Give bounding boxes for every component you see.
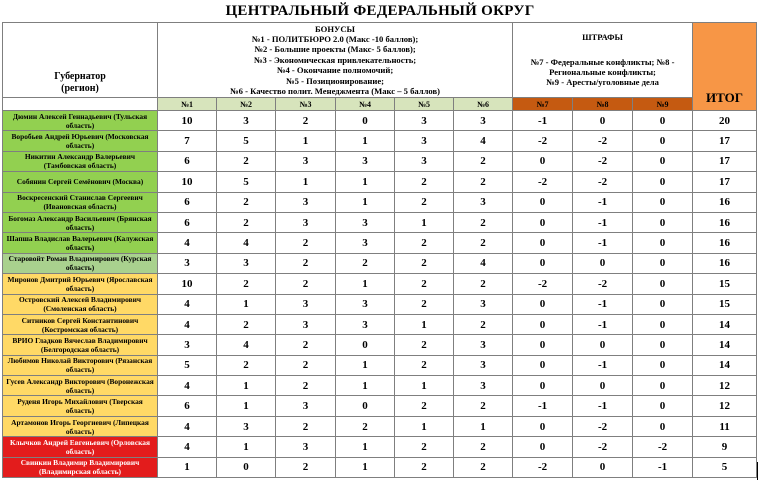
score-cell-6: 2: [454, 172, 513, 192]
score-cell-8: -1: [573, 314, 633, 334]
score-cell-2: 5: [217, 172, 276, 192]
score-cell-6: 1: [454, 416, 513, 436]
total-cell: 14: [693, 335, 757, 355]
score-cell-2: 2: [217, 192, 276, 212]
table-row: [3, 314, 757, 334]
governor-name-cell: Гусев Александр Викторович (Воронежская область): [3, 376, 158, 396]
score-cell-7: -2: [513, 131, 573, 151]
score-cell-2: 2: [217, 355, 276, 375]
score-cell-2: 2: [217, 151, 276, 171]
fine-line: Региональные конфликты;: [549, 67, 656, 77]
score-cell-4: 1: [336, 457, 395, 477]
score-cell-4: 2: [336, 416, 395, 436]
total-cell: 16: [693, 233, 757, 253]
score-cell-1: 4: [158, 233, 217, 253]
score-cell-7: -2: [513, 274, 573, 294]
total-cell: 17: [693, 172, 757, 192]
score-cell-8: -2: [573, 172, 633, 192]
score-cell-2: 1: [217, 437, 276, 457]
bonus-line: №1 - ПОЛИТБЮРО 2.0 (Макс -10 баллов);: [251, 33, 419, 44]
score-cell-9: 0: [633, 151, 693, 171]
score-cell-9: -2: [633, 437, 693, 457]
score-cell-1: 6: [158, 396, 217, 416]
table-row: [3, 396, 757, 416]
score-cell-3: 2: [276, 335, 336, 355]
score-cell-6: 2: [454, 151, 513, 171]
score-cell-8: -1: [573, 355, 633, 375]
governor-name-cell: Артамонов Игорь Георгиевич (Липецкая область): [3, 416, 158, 436]
score-cell-8: -2: [573, 416, 633, 436]
governor-name-cell: Любимов Николай Викторович (Рязанская область): [3, 355, 158, 375]
score-cell-5: 1: [395, 416, 454, 436]
score-cell-5: 2: [395, 396, 454, 416]
score-cell-2: 2: [217, 274, 276, 294]
score-cell-3: 3: [276, 314, 336, 334]
score-cell-9: 0: [633, 396, 693, 416]
score-cell-6: 2: [454, 233, 513, 253]
score-cell-8: -1: [573, 294, 633, 314]
score-cell-4: 3: [336, 314, 395, 334]
score-cell-2: 2: [217, 314, 276, 334]
score-cell-9: 0: [633, 355, 693, 375]
score-cell-4: 3: [336, 151, 395, 171]
score-cell-1: 1: [158, 457, 217, 477]
table-row: [3, 335, 757, 355]
total-cell: 12: [693, 396, 757, 416]
score-cell-5: 3: [395, 131, 454, 151]
score-cell-4: 1: [336, 274, 395, 294]
score-cell-8: -1: [573, 212, 633, 232]
col-header-1: №1: [158, 98, 217, 111]
score-cell-5: 2: [395, 172, 454, 192]
score-cell-1: 7: [158, 131, 217, 151]
total-cell: 15: [693, 274, 757, 294]
score-cell-7: 0: [513, 355, 573, 375]
score-cell-4: 2: [336, 253, 395, 273]
score-cell-3: 2: [276, 274, 336, 294]
score-cell-1: 4: [158, 314, 217, 334]
score-cell-9: 0: [633, 192, 693, 212]
score-cell-5: 1: [395, 376, 454, 396]
table-row: [3, 416, 757, 436]
score-cell-2: 1: [217, 294, 276, 314]
page-title: ЦЕНТРАЛЬНЫЙ ФЕДЕРАЛЬНЫЙ ОКРУГ: [225, 3, 535, 19]
score-cell-6: 2: [454, 437, 513, 457]
score-cell-2: 4: [217, 335, 276, 355]
score-cell-2: 1: [217, 396, 276, 416]
score-cell-9: 0: [633, 335, 693, 355]
governor-name-cell: Клычков Андрей Евгеньевич (Орловская область): [3, 437, 158, 457]
score-cell-1: 10: [158, 172, 217, 192]
score-cell-9: 0: [633, 314, 693, 334]
score-cell-4: 0: [336, 396, 395, 416]
score-cell-6: 2: [454, 212, 513, 232]
score-cell-7: 0: [513, 151, 573, 171]
score-cell-2: 0: [217, 457, 276, 477]
table-row: [3, 111, 757, 131]
score-cell-7: 0: [513, 335, 573, 355]
total-cell: 17: [693, 131, 757, 151]
governor-name-cell: Никитин Александр Валерьевич (Тамбовская область): [3, 151, 158, 171]
governor-name-cell: Воробьев Андрей Юрьевич (Московская область): [3, 131, 158, 151]
score-cell-2: 3: [217, 111, 276, 131]
score-cell-7: 0: [513, 437, 573, 457]
governors-rating-table: [2, 22, 757, 478]
score-cell-5: 1: [395, 314, 454, 334]
score-cell-6: 3: [454, 355, 513, 375]
score-cell-3: 3: [276, 192, 336, 212]
total-cell: 20: [693, 111, 757, 131]
fine-header: [513, 23, 693, 98]
table-row: [3, 294, 757, 314]
score-cell-1: 4: [158, 376, 217, 396]
bonus-line: №6 - Качество полит. Менеджмента (Макс – 5 баллов): [230, 86, 440, 97]
score-cell-5: 2: [395, 335, 454, 355]
score-cell-3: 2: [276, 416, 336, 436]
score-cell-3: 2: [276, 457, 336, 477]
col-header-3: №3: [276, 98, 336, 111]
score-cell-9: 0: [633, 131, 693, 151]
region-header-label: (регион): [61, 83, 99, 94]
governor-name-cell: Ситников Сергей Константинович (Костромская область): [3, 314, 158, 334]
score-cell-4: 1: [336, 355, 395, 375]
score-cell-7: -1: [513, 111, 573, 131]
score-cell-9: 0: [633, 416, 693, 436]
total-cell: 9: [693, 437, 757, 457]
score-cell-1: 4: [158, 416, 217, 436]
table-row: [3, 253, 757, 273]
score-cell-5: 2: [395, 437, 454, 457]
score-cell-6: 3: [454, 192, 513, 212]
score-cell-3: 2: [276, 376, 336, 396]
score-cell-5: 3: [395, 111, 454, 131]
score-cell-1: 10: [158, 111, 217, 131]
score-cell-3: 3: [276, 437, 336, 457]
col-header-2: №2: [217, 98, 276, 111]
score-cell-1: 6: [158, 212, 217, 232]
score-cell-7: -1: [513, 396, 573, 416]
governor-name-cell: Островский Алексей Владимирович (Смоленская область): [3, 294, 158, 314]
score-cell-4: 1: [336, 437, 395, 457]
col-header-9: №9: [633, 98, 693, 111]
governor-name-cell: Руденя Игорь Михайлович (Тверская область): [3, 396, 158, 416]
score-cell-3: 3: [276, 151, 336, 171]
score-cell-4: 1: [336, 192, 395, 212]
table-row: [3, 212, 757, 232]
score-cell-7: 0: [513, 233, 573, 253]
score-cell-9: 0: [633, 294, 693, 314]
score-cell-9: 0: [633, 233, 693, 253]
total-cell: 16: [693, 253, 757, 273]
total-cell: 11: [693, 416, 757, 436]
score-cell-7: 0: [513, 192, 573, 212]
governor-name-cell: Свинкин Владимир Владимирович (Владимирская область): [3, 457, 158, 477]
total-cell: 16: [693, 212, 757, 232]
score-cell-5: 3: [395, 151, 454, 171]
score-cell-6: 4: [454, 131, 513, 151]
fine-title: ШТРАФЫ: [582, 32, 623, 43]
score-cell-9: 0: [633, 376, 693, 396]
score-cell-7: 0: [513, 212, 573, 232]
table-row: [3, 274, 757, 294]
score-cell-3: 2: [276, 355, 336, 375]
score-cell-6: 3: [454, 111, 513, 131]
score-cell-4: 0: [336, 335, 395, 355]
col-header-8: №8: [573, 98, 633, 111]
score-cell-1: 4: [158, 437, 217, 457]
score-cell-3: 3: [276, 396, 336, 416]
fine-line: №7 - Федеральные конфликты; №8 -: [530, 56, 675, 67]
score-cell-4: 1: [336, 376, 395, 396]
bonus-line: №5 - Позиционирование;: [286, 75, 384, 86]
score-cell-2: 2: [217, 212, 276, 232]
score-cell-5: 2: [395, 457, 454, 477]
score-cell-3: 1: [276, 172, 336, 192]
governor-name-cell: Воскресенский Станислав Сергеевич (Ивановская область): [3, 192, 158, 212]
governor-name-cell: Богомаз Александр Васильевич (Брянская область): [3, 212, 158, 232]
total-cell: 5: [693, 457, 757, 477]
bonus-line: №2 - Большие проекты (Макс- 5 баллов);: [254, 44, 416, 55]
bonus-line: №4 - Окончание полномочий;: [276, 65, 394, 76]
total-cell: 15: [693, 294, 757, 314]
total-cell: 16: [693, 192, 757, 212]
total-cell: 12: [693, 376, 757, 396]
score-cell-8: -1: [573, 233, 633, 253]
score-cell-9: 0: [633, 253, 693, 273]
governor-name-cell: Шапша Владислав Валерьевич (Калужская область): [3, 233, 158, 253]
score-cell-6: 2: [454, 314, 513, 334]
edge-marker: [757, 462, 758, 480]
score-cell-6: 2: [454, 396, 513, 416]
score-cell-1: 3: [158, 253, 217, 273]
score-cell-1: 10: [158, 274, 217, 294]
score-cell-7: -2: [513, 172, 573, 192]
score-cell-4: 3: [336, 294, 395, 314]
score-cell-5: 2: [395, 355, 454, 375]
score-cell-8: 0: [573, 376, 633, 396]
table-row: [3, 457, 757, 477]
score-cell-4: 1: [336, 131, 395, 151]
total-cell: 17: [693, 151, 757, 171]
score-cell-7: 0: [513, 314, 573, 334]
total-column-header: ИТОГ: [693, 23, 757, 111]
score-cell-3: 3: [276, 294, 336, 314]
score-cell-8: -1: [573, 396, 633, 416]
fine-line: №9 - Аресты/уголовные дела: [546, 77, 659, 88]
table-row: [3, 355, 757, 375]
col-header-4: №4: [336, 98, 395, 111]
score-cell-3: 2: [276, 111, 336, 131]
score-cell-4: 0: [336, 111, 395, 131]
score-cell-4: 3: [336, 212, 395, 232]
score-cell-3: 2: [276, 233, 336, 253]
score-cell-9: 0: [633, 274, 693, 294]
score-cell-9: 0: [633, 212, 693, 232]
score-cell-8: -2: [573, 151, 633, 171]
score-cell-5: 2: [395, 233, 454, 253]
governor-name-cell: Миронов Дмитрий Юрьевич (Ярославская область): [3, 274, 158, 294]
score-cell-6: 3: [454, 335, 513, 355]
score-cell-1: 6: [158, 151, 217, 171]
score-cell-1: 4: [158, 294, 217, 314]
score-cell-6: 2: [454, 274, 513, 294]
score-cell-6: 3: [454, 376, 513, 396]
table-row: [3, 376, 757, 396]
score-cell-9: 0: [633, 172, 693, 192]
score-cell-7: 0: [513, 253, 573, 273]
score-cell-7: 0: [513, 294, 573, 314]
table-row: [3, 131, 757, 151]
score-cell-2: 1: [217, 376, 276, 396]
total-cell: 14: [693, 355, 757, 375]
score-cell-3: 3: [276, 212, 336, 232]
governor-subheader: [3, 98, 158, 111]
score-cell-1: 6: [158, 192, 217, 212]
table-row: [3, 172, 757, 192]
score-cell-8: 0: [573, 111, 633, 131]
score-cell-8: -2: [573, 274, 633, 294]
bonus-line: БОНУСЫ: [315, 23, 355, 34]
score-cell-7: 0: [513, 376, 573, 396]
score-cell-2: 5: [217, 131, 276, 151]
col-header-6: №6: [454, 98, 513, 111]
score-cell-8: -2: [573, 437, 633, 457]
score-cell-2: 3: [217, 253, 276, 273]
governor-name-cell: Дюмин Алексей Геннадьевич (Тульская область): [3, 111, 158, 131]
table-row: [3, 192, 757, 212]
score-cell-5: 2: [395, 274, 454, 294]
table-row: [3, 437, 757, 457]
governor-header-label: Губернатор: [54, 71, 106, 82]
bonus-line: №3 - Экономическая привлекательность;: [253, 54, 417, 65]
score-cell-6: 4: [454, 253, 513, 273]
governor-column-header: [3, 23, 158, 98]
score-cell-2: 3: [217, 416, 276, 436]
col-header-5: №5: [395, 98, 454, 111]
score-cell-1: 3: [158, 335, 217, 355]
total-cell: 14: [693, 314, 757, 334]
score-cell-3: 2: [276, 253, 336, 273]
bonus-header: [158, 23, 513, 98]
score-cell-5: 1: [395, 212, 454, 232]
score-cell-8: 0: [573, 335, 633, 355]
score-cell-4: 3: [336, 233, 395, 253]
score-cell-6: 3: [454, 294, 513, 314]
score-cell-3: 1: [276, 131, 336, 151]
col-header-7: №7: [513, 98, 573, 111]
score-cell-6: 2: [454, 457, 513, 477]
table-body: [3, 111, 757, 478]
score-cell-7: 0: [513, 416, 573, 436]
table-row: [3, 151, 757, 171]
score-cell-2: 4: [217, 233, 276, 253]
score-cell-5: 2: [395, 192, 454, 212]
score-cell-8: 0: [573, 457, 633, 477]
score-cell-1: 5: [158, 355, 217, 375]
score-cell-5: 2: [395, 253, 454, 273]
score-cell-8: 0: [573, 253, 633, 273]
score-cell-5: 2: [395, 294, 454, 314]
score-cell-9: -1: [633, 457, 693, 477]
score-cell-8: -1: [573, 192, 633, 212]
score-cell-7: -2: [513, 457, 573, 477]
score-cell-4: 1: [336, 172, 395, 192]
governor-name-cell: Собянин Сергей Семёнович (Москва): [3, 172, 158, 192]
score-cell-9: 0: [633, 111, 693, 131]
table-row: [3, 233, 757, 253]
score-cell-8: -2: [573, 131, 633, 151]
governor-name-cell: Старовойт Роман Владимирович (Курская область): [3, 253, 158, 273]
governor-name-cell: ВРИО Гладков Вячеслав Владимирович (Белгородская область): [3, 335, 158, 355]
